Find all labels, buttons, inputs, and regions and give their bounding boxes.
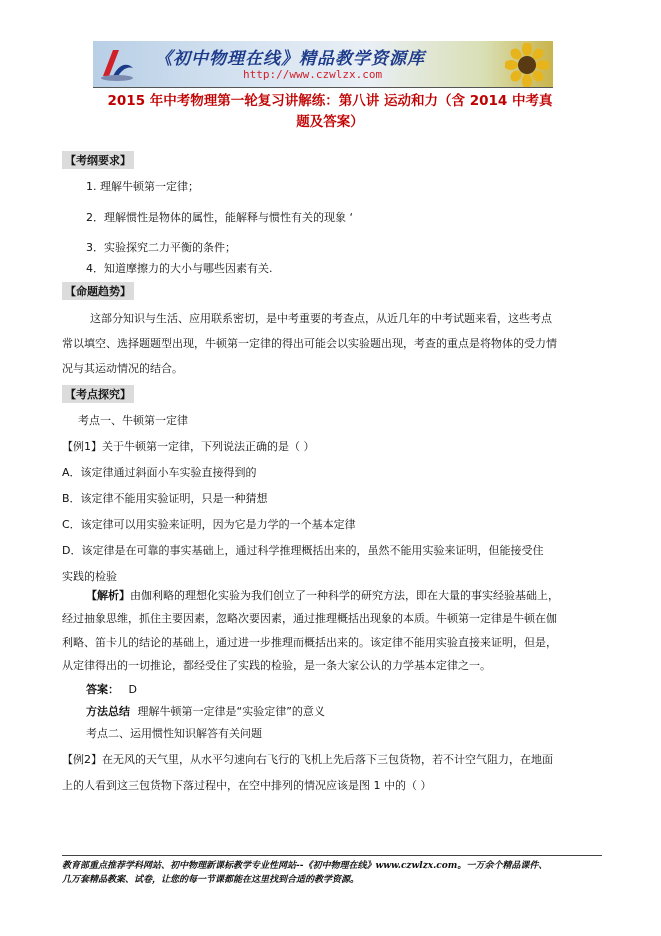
analysis-label: 【解析】 — [86, 589, 130, 602]
kaodian-point-2: 考点二、运用惯性知识解答有关问题 — [86, 727, 262, 740]
kaogang-item-4: 4．知道摩擦力的大小与哪些因素有关. — [86, 262, 273, 275]
method-text: 理解牛顿第一定律是“实验定律”的意义 — [137, 705, 325, 718]
method-label: 方法总结 — [86, 705, 130, 718]
document-title — [60, 91, 600, 133]
banner-url: http://www.czwlzx.com — [243, 68, 383, 81]
example-2-line-1: 【例2】在无风的天气里，从水平匀速向右飞行的飞机上先后落下三包货物，若不计空气阻力，在地面 — [62, 753, 553, 766]
banner-title: 《初中物理在线》精品教学资源库 — [155, 49, 425, 69]
mingti-line-2: 常以填空、选择题题型出现，牛顿第一定律的得出可能会以实验题出现，考查的重点是将物体的受力情 — [62, 337, 557, 350]
footer-line-2: 几万套精品教案、试卷，让您的每一节课都能在这里找到合适的教学资源。 — [62, 875, 360, 885]
header-rule — [93, 87, 553, 88]
kaogang-item-2: 2．理解惯性是物体的属性，能解释与惯性有关的现象 ‘ — [86, 211, 353, 224]
mingti-line-3: 况与其运动情况的结合。 — [62, 362, 183, 375]
title-line-1: 2015 年中考物理第一轮复习讲解练：第八讲 运动和力（含 2014 中考真 — [107, 93, 553, 109]
analysis-text-1: 由伽利略的理想化实验为我们创立了一种科学的研究方法，即在大量的事实经验基础上， — [130, 589, 559, 602]
example-1-option-c: C．该定律可以用实验来证明，因为它是力学的一个基本定律 — [62, 518, 356, 531]
answer-label: 答案： — [86, 683, 119, 696]
page-footer — [62, 859, 607, 887]
footer-line-1: 教育部重点推荐学科网站、初中物理新课标教学专业性网站--《初中物理在线》www.czwlzx.com。一万余个精品课件、 — [62, 861, 548, 871]
footer-rule — [62, 855, 602, 856]
example-1-option-d: D．该定律是在可靠的事实基础上，通过科学推理概括出来的，虽然不能用实验来证明，但能接受住 — [62, 544, 544, 557]
example-1-answer — [86, 683, 137, 697]
section-tag-mingti: 【命题趋势】 — [62, 282, 134, 300]
example-1-option-a: A．该定律通过斜面小车实验直接得到的 — [62, 466, 257, 479]
example-1-analysis-line-1 — [86, 589, 559, 603]
example-1-option-d-cont: 实践的检验 — [62, 570, 117, 583]
header-banner — [93, 41, 553, 87]
title-line-2: 题及答案） — [296, 114, 364, 130]
kaogang-item-1: 1. 理解牛顿第一定律； — [86, 180, 199, 193]
example-1-method — [86, 705, 325, 719]
kaodian-point-1: 考点一、牛顿第一定律 — [78, 414, 188, 427]
section-tag-kaogang: 【考纲要求】 — [62, 151, 134, 169]
example-1-question: 【例1】关于牛顿第一定律，下列说法正确的是（ ） — [62, 440, 315, 453]
sunflower-icon — [505, 43, 549, 87]
example-1-analysis-line-3: 利略、笛卡儿的结论的基础上，通过进一步推理而概括出来的。该定律不能用实验直接来证明，但是， — [62, 636, 557, 649]
example-1-option-b: B．该定律不能用实验证明，只是一种猜想 — [62, 492, 268, 505]
section-tag-kaodian: 【考点探究】 — [62, 385, 134, 403]
example-2-line-2: 上的人看到这三包货物下落过程中，在空中排列的情况应该是图 1 中的（ ） — [62, 779, 432, 792]
site-logo-icon — [97, 44, 137, 84]
kaogang-item-3: 3．实验探究二力平衡的条件； — [86, 241, 236, 254]
example-1-analysis-line-4: 从定律得出的一切推论，都经受住了实践的检验，是一条大家公认的力学基本定律之一。 — [62, 659, 491, 672]
mingti-line-1: 这部分知识与生活、应用联系密切，是中考重要的考查点，从近几年的中考试题来看，这些考点 — [90, 312, 552, 325]
answer-value: D — [128, 683, 137, 696]
example-1-analysis-line-2: 经过抽象思维，抓住主要因素，忽略次要因素，通过推理概括出现象的本质。牛顿第一定律是牛顿在伽 — [62, 612, 557, 625]
